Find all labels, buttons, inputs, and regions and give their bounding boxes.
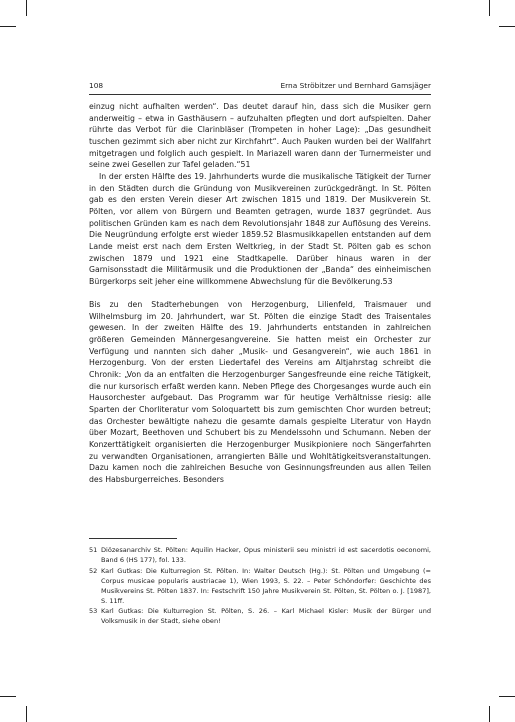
paragraph: einzug nicht aufhalten werden“. Das deutet darauf hin, dass sich die Musiker gern anderweitig – etwa in Gasthäusern – aufzuhalten pflegten und dort aufspielten. Daher rührte das Verbot für die Clarinbläser (Trompeten in hoher Lage): „Das gesundheit tuschen gezimmt sich aber nicht zur Kirchfahrt“. Auch Pauken wurden bei der Wallfahrt mitgetragen und folglich auch gespielt. In Mariazell waren dann der Turnermeister und seine zwei Gesellen zur Tafel geladen.“51	[89, 102, 431, 170]
crop-mark	[489, 0, 490, 16]
paragraph: Bis zu den Stadterhebungen von Herzogenburg, Lilienfeld, Traismauer und Wilhelmsburg im 20. Jahrhundert, war St. Pölten die einzige Stadt des Traisentales gewesen. In der zweiten Hälfte des 19. Jahrhunderts entstanden in zahlreichen größeren Gemeinden Männergesangvereine. Sie hatten meist ein Orchester zur Verfügung und nannten sich daher „Musik- und Gesangverein“, wie auch 1861 in Herzogenburg. Von der ersten Liedertafel des Vereins am Altjahrstag schreibt die Chronik: „Von da an entfalten die Herzogenburger Sangesfreunde eine reiche Tätigkeit, die nur kursorisch erfaßt werden kann. Neben Pflege des Chorgesanges wurde auch ein Hausorchester aufgebaut. Das Programm war für heutige Verhältnisse riesig: alle Sparten der Chorliteratur vom Soloquartett bis zum gemischten Chor wurden betreut; das Orchester bewältigte nahezu die gesamte damals gespielte Literatur von Haydn über Mozart, Beethoven und Schubert bis zu Mendelssohn und Schumann. Neben der Konzerttätigkeit organisierten die Herzogenburger Musikpioniere noch Sängerfahrten zu verwandten Organisationen, arrangierten Bälle und Wohltätigkeitsveranstaltungen. Dazu kamen noch die zahlreichen Besuche von Gesinnungsfreunden aus allen Teilen des Habsburgerreiches. Besonders	[89, 300, 431, 484]
crop-mark	[26, 0, 27, 16]
footnote	[89, 567, 431, 607]
page-number: 108	[89, 81, 104, 90]
footnote-number: 52	[89, 566, 98, 575]
footnote-text: Diözesanarchiv St. Pölten: Aquilin Hacker, Opus ministerii seu ministri id est sacerdotis oeconomi, Band 6 (HS 177), fol. 133.	[101, 546, 431, 564]
body-text	[89, 101, 431, 486]
footnote	[89, 546, 431, 566]
footnote-number: 51	[89, 546, 98, 554]
header-rule	[89, 94, 431, 95]
footnote-text: Karl Gutkas: Die Kulturregion St. Pölten. In: Walter Deutsch (Hg.): St. Pölten und Umgebung (= Corpus musicae popularis austriacae 1), Wien 1993, S. 22. – Peter Schöndorfer: Geschichte des Musikvereins St. Pölten 1837. In: Festschrift 150 Jahre Musikverein St. Pölten, St. Pölten o. J. [1987], S. 11ff.	[101, 566, 431, 605]
paragraph: In der ersten Hälfte des 19. Jahrhunderts wurde die musikalische Tätigkeit der Turner in den Städten durch die Gründung von Musikvereinen zurückgedrängt. In St. Pölten gab es den ersten Verein dieser Art zwischen 1815 und 1819. Der Musikverein St. Pölten, vor allem von Bürgern und Beamten getragen, wurde 1837 gegründet. Aus politischen Gründen kam es nach dem Revolutionsjahr 1848 zur Auflösung des Vereins. Die Neugründung erfolgte erst wieder 1859.52 Blasmusikkapellen entstanden auf dem Lande meist erst nach dem Ersten Weltkrieg, in der Stadt St. Pölten gab es schon zwischen 1879 und 1921 eine Stadtkapelle. Darüber hinaus waren in der Garnisonsstadt die Militärmusik und die Produktionen der „Banda“ des einheimischen Bürgerkorps seit jeher eine willkommene Abwechslung für die Bevölkerung.53	[89, 171, 431, 286]
footnote-rule	[89, 538, 177, 539]
page-header	[89, 80, 431, 91]
crop-mark	[499, 26, 515, 27]
footnote	[89, 607, 431, 627]
footnotes	[89, 546, 431, 628]
crop-mark	[499, 696, 515, 697]
crop-mark	[489, 706, 490, 722]
crop-mark	[26, 706, 27, 722]
running-title: Erna Ströbitzer und Bernhard Gamsjäger	[280, 81, 431, 90]
crop-mark	[0, 696, 16, 697]
footnote-text: Karl Gutkas: Die Kulturregion St. Pölten, S. 26. – Karl Michael Kisler: Musik der Bürger und Volksmusik in der Stadt, siehe oben!	[101, 607, 431, 626]
footnote-number: 53	[89, 607, 98, 616]
crop-mark	[0, 26, 16, 27]
